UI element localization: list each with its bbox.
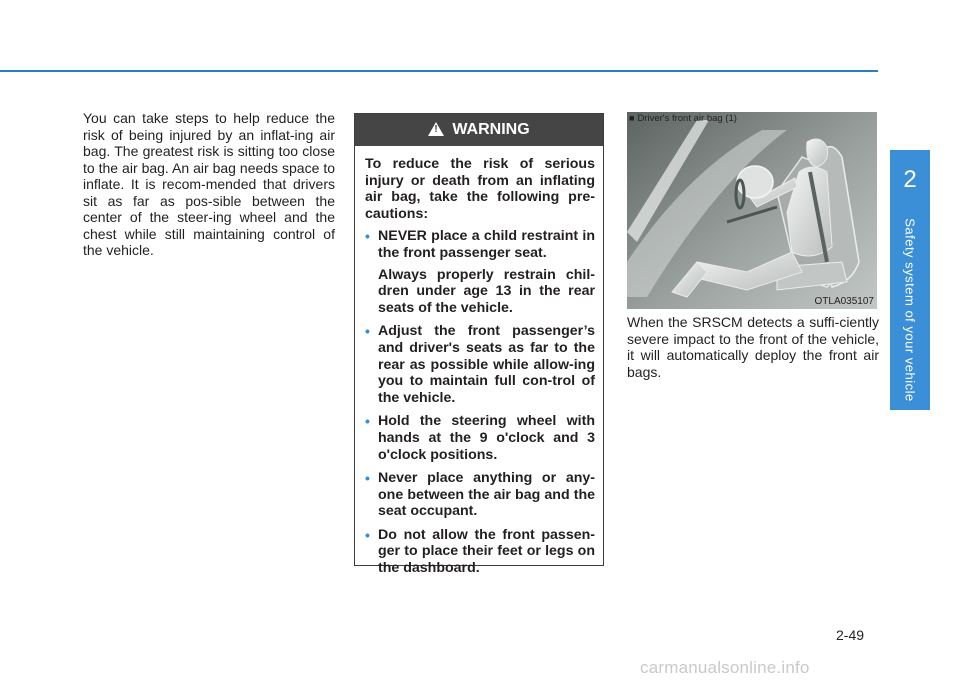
watermark[interactable]: carmanualsonline.info	[640, 658, 810, 677]
deploy-paragraph: When the SRSCM detects a suffi-ciently severe impact to the front of the vehicle, it will automatically deploy the front air bags.	[627, 314, 879, 380]
bullet-icon: •	[365, 470, 370, 487]
warning-item-subtext: Always properly restrain chil-dren under age 13 in the rear seats of the vehicle.	[378, 266, 595, 316]
warning-item	[365, 413, 595, 463]
warning-title: WARNING	[452, 121, 530, 138]
page-number: 2-49	[836, 627, 865, 643]
warning-box	[354, 113, 604, 577]
warning-item	[365, 527, 595, 577]
chapter-title: Safety system of your vehicle	[902, 218, 918, 402]
warning-item	[365, 323, 595, 406]
intro-paragraph: You can take steps to help reduce the risk of being injured by an inflat-ing air bag. The greatest risk is sitting too close to the air bag. An air bag needs space to inflate. It is recom-mended that drivers sit as far as pos-sible between the center of the steer-ing wheel and the chest while still maintaining control of the vehicle.	[83, 110, 335, 258]
figure-caption	[629, 113, 737, 124]
square-icon: ■	[629, 113, 635, 123]
warning-item	[365, 228, 595, 316]
driver-airbag-drawing	[627, 112, 877, 309]
top-rule	[0, 70, 878, 72]
warning-body	[355, 146, 603, 577]
warning-item-text: NEVER place a child restraint in the front passenger seat.	[378, 228, 595, 261]
figure-caption-text: Driver's front air bag (1)	[637, 113, 737, 124]
warning-item-text: Do not allow the front passen-ger to place their feet or legs on the dashboard.	[378, 526, 595, 577]
chapter-tab	[890, 150, 930, 410]
warning-list	[365, 228, 595, 576]
warning-item-text: Hold the steering wheel with hands at the 9 o'clock and 3 o'clock positions.	[378, 413, 595, 463]
warning-item-text: Never place anything or any-one between the air bag and the seat occupant.	[378, 470, 595, 520]
chapter-number: 2	[903, 166, 917, 193]
figure-code: OTLA035107	[814, 296, 874, 307]
bullet-icon: •	[365, 323, 370, 340]
airbag-illustration	[627, 112, 877, 309]
warning-item-text: Adjust the front passenger’s and driver's seats as far to the rear as possible while allow-ing you to maintain full con-trol of the vehicle.	[378, 323, 595, 406]
warning-header	[355, 114, 603, 146]
warning-triangle-icon	[428, 122, 444, 136]
bullet-icon: •	[365, 413, 370, 430]
bullet-icon: •	[365, 526, 370, 543]
warning-item	[365, 470, 595, 520]
bullet-icon: •	[365, 228, 370, 245]
warning-intro: To reduce the risk of serious injury or death from an inflating air bag, take the following pre-cautions:	[365, 156, 595, 222]
